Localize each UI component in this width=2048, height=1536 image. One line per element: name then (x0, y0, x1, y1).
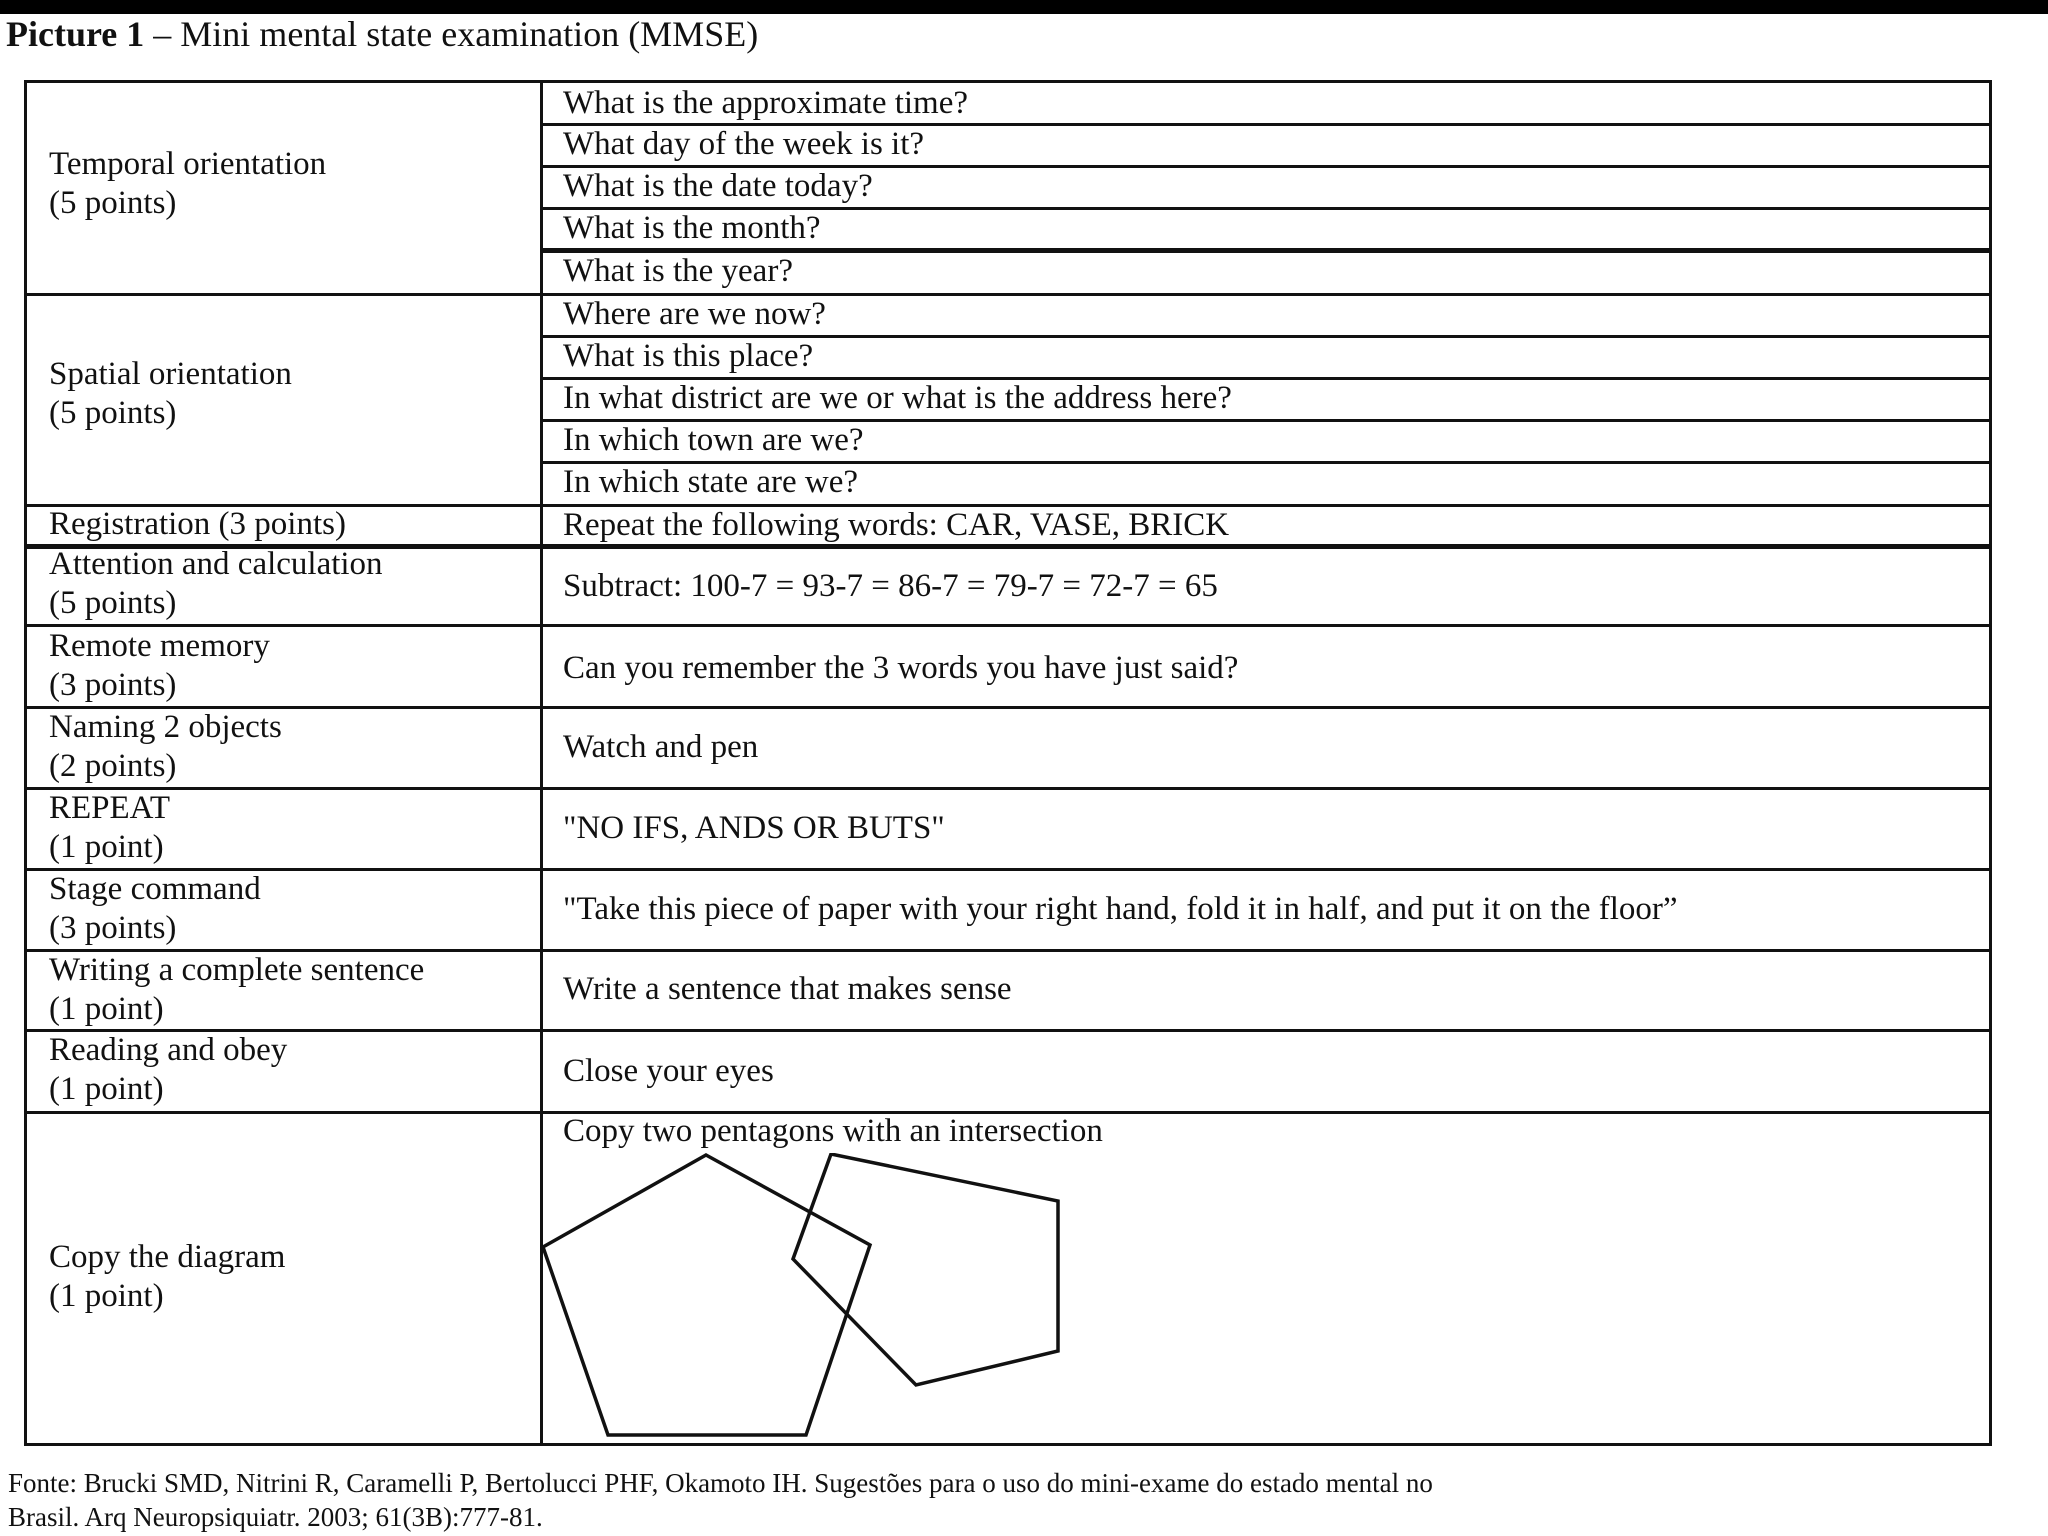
spatial-orientation-label: Spatial orientation (5 points) (49, 356, 292, 431)
mmse-table (24, 80, 1992, 1446)
stage-command-label: Stage command (3 points) (49, 871, 261, 946)
stage-command-instruction: "Take this piece of paper with your right hand, fold it in half, and put it on the floor” (563, 891, 1678, 927)
temporal-orientation-label: Temporal orientation (5 points) (49, 146, 327, 221)
spatial-question-town: In which town are we? (563, 422, 864, 458)
intersecting-pentagons-figure (543, 1153, 1123, 1443)
spatial-question-state: In which state are we? (563, 464, 859, 500)
temporal-question-time: What is the approximate time? (563, 85, 969, 121)
copy-diagram-instruction: Copy two pentagons with an intersection (563, 1113, 1103, 1149)
temporal-question-day: What day of the week is it? (563, 126, 925, 162)
temporal-question-year: What is the year? (563, 253, 793, 289)
caption-prefix: Picture 1 (6, 14, 145, 54)
caption-title: – Mini mental state examination (MMSE) (144, 14, 759, 54)
section-divider (27, 1029, 1989, 1032)
repeat-instruction: "NO IFS, ANDS OR BUTS" (563, 810, 945, 846)
copy-diagram-label: Copy the diagram (1 point) (49, 1239, 286, 1314)
reading-label: Reading and obey (1 point) (49, 1032, 288, 1107)
temporal-question-month: What is the month? (563, 210, 821, 246)
section-divider (27, 624, 1989, 627)
spatial-question-where: Where are we now? (563, 296, 826, 332)
figure-caption (6, 12, 758, 56)
section-divider (27, 706, 1989, 709)
writing-label: Writing a complete sentence (1 point) (49, 952, 425, 1027)
registration-label: Registration (3 points) (49, 506, 346, 542)
spatial-question-district: In what district are we or what is the address here? (563, 380, 1232, 416)
source-citation-line-1: Fonte: Brucki SMD, Nitrini R, Caramelli P, Bertolucci PHF, Okamoto IH. Sugestões para o uso do mini-exame do estado mental no (8, 1468, 1433, 1498)
source-citation-line-2: Brasil. Arq Neuropsiquiatr. 2003; 61(3B):777-81. (8, 1502, 543, 1532)
section-divider (27, 787, 1989, 790)
remote-memory-label: Remote memory (3 points) (49, 628, 270, 703)
attention-calculation-label: Attention and calculation (5 points) (49, 546, 383, 621)
writing-instruction: Write a sentence that makes sense (563, 971, 1012, 1007)
naming-label: Naming 2 objects (2 points) (49, 709, 282, 784)
remote-memory-instruction: Can you remember the 3 words you have just said? (563, 650, 1239, 686)
spatial-question-place: What is this place? (563, 338, 814, 374)
attention-calculation-instruction: Subtract: 100-7 = 93-7 = 86-7 = 79-7 = 72-7 = 65 (563, 568, 1218, 604)
section-divider (27, 868, 1989, 871)
source-citation (8, 1466, 2048, 1534)
repeat-label: REPEAT (1 point) (49, 790, 171, 865)
temporal-question-date: What is the date today? (563, 168, 873, 204)
reading-instruction: Close your eyes (563, 1053, 774, 1089)
left-pentagon (543, 1155, 870, 1435)
section-divider (27, 293, 1989, 296)
naming-instruction: Watch and pen (563, 729, 759, 765)
registration-instruction: Repeat the following words: CAR, VASE, BRICK (563, 507, 1230, 543)
